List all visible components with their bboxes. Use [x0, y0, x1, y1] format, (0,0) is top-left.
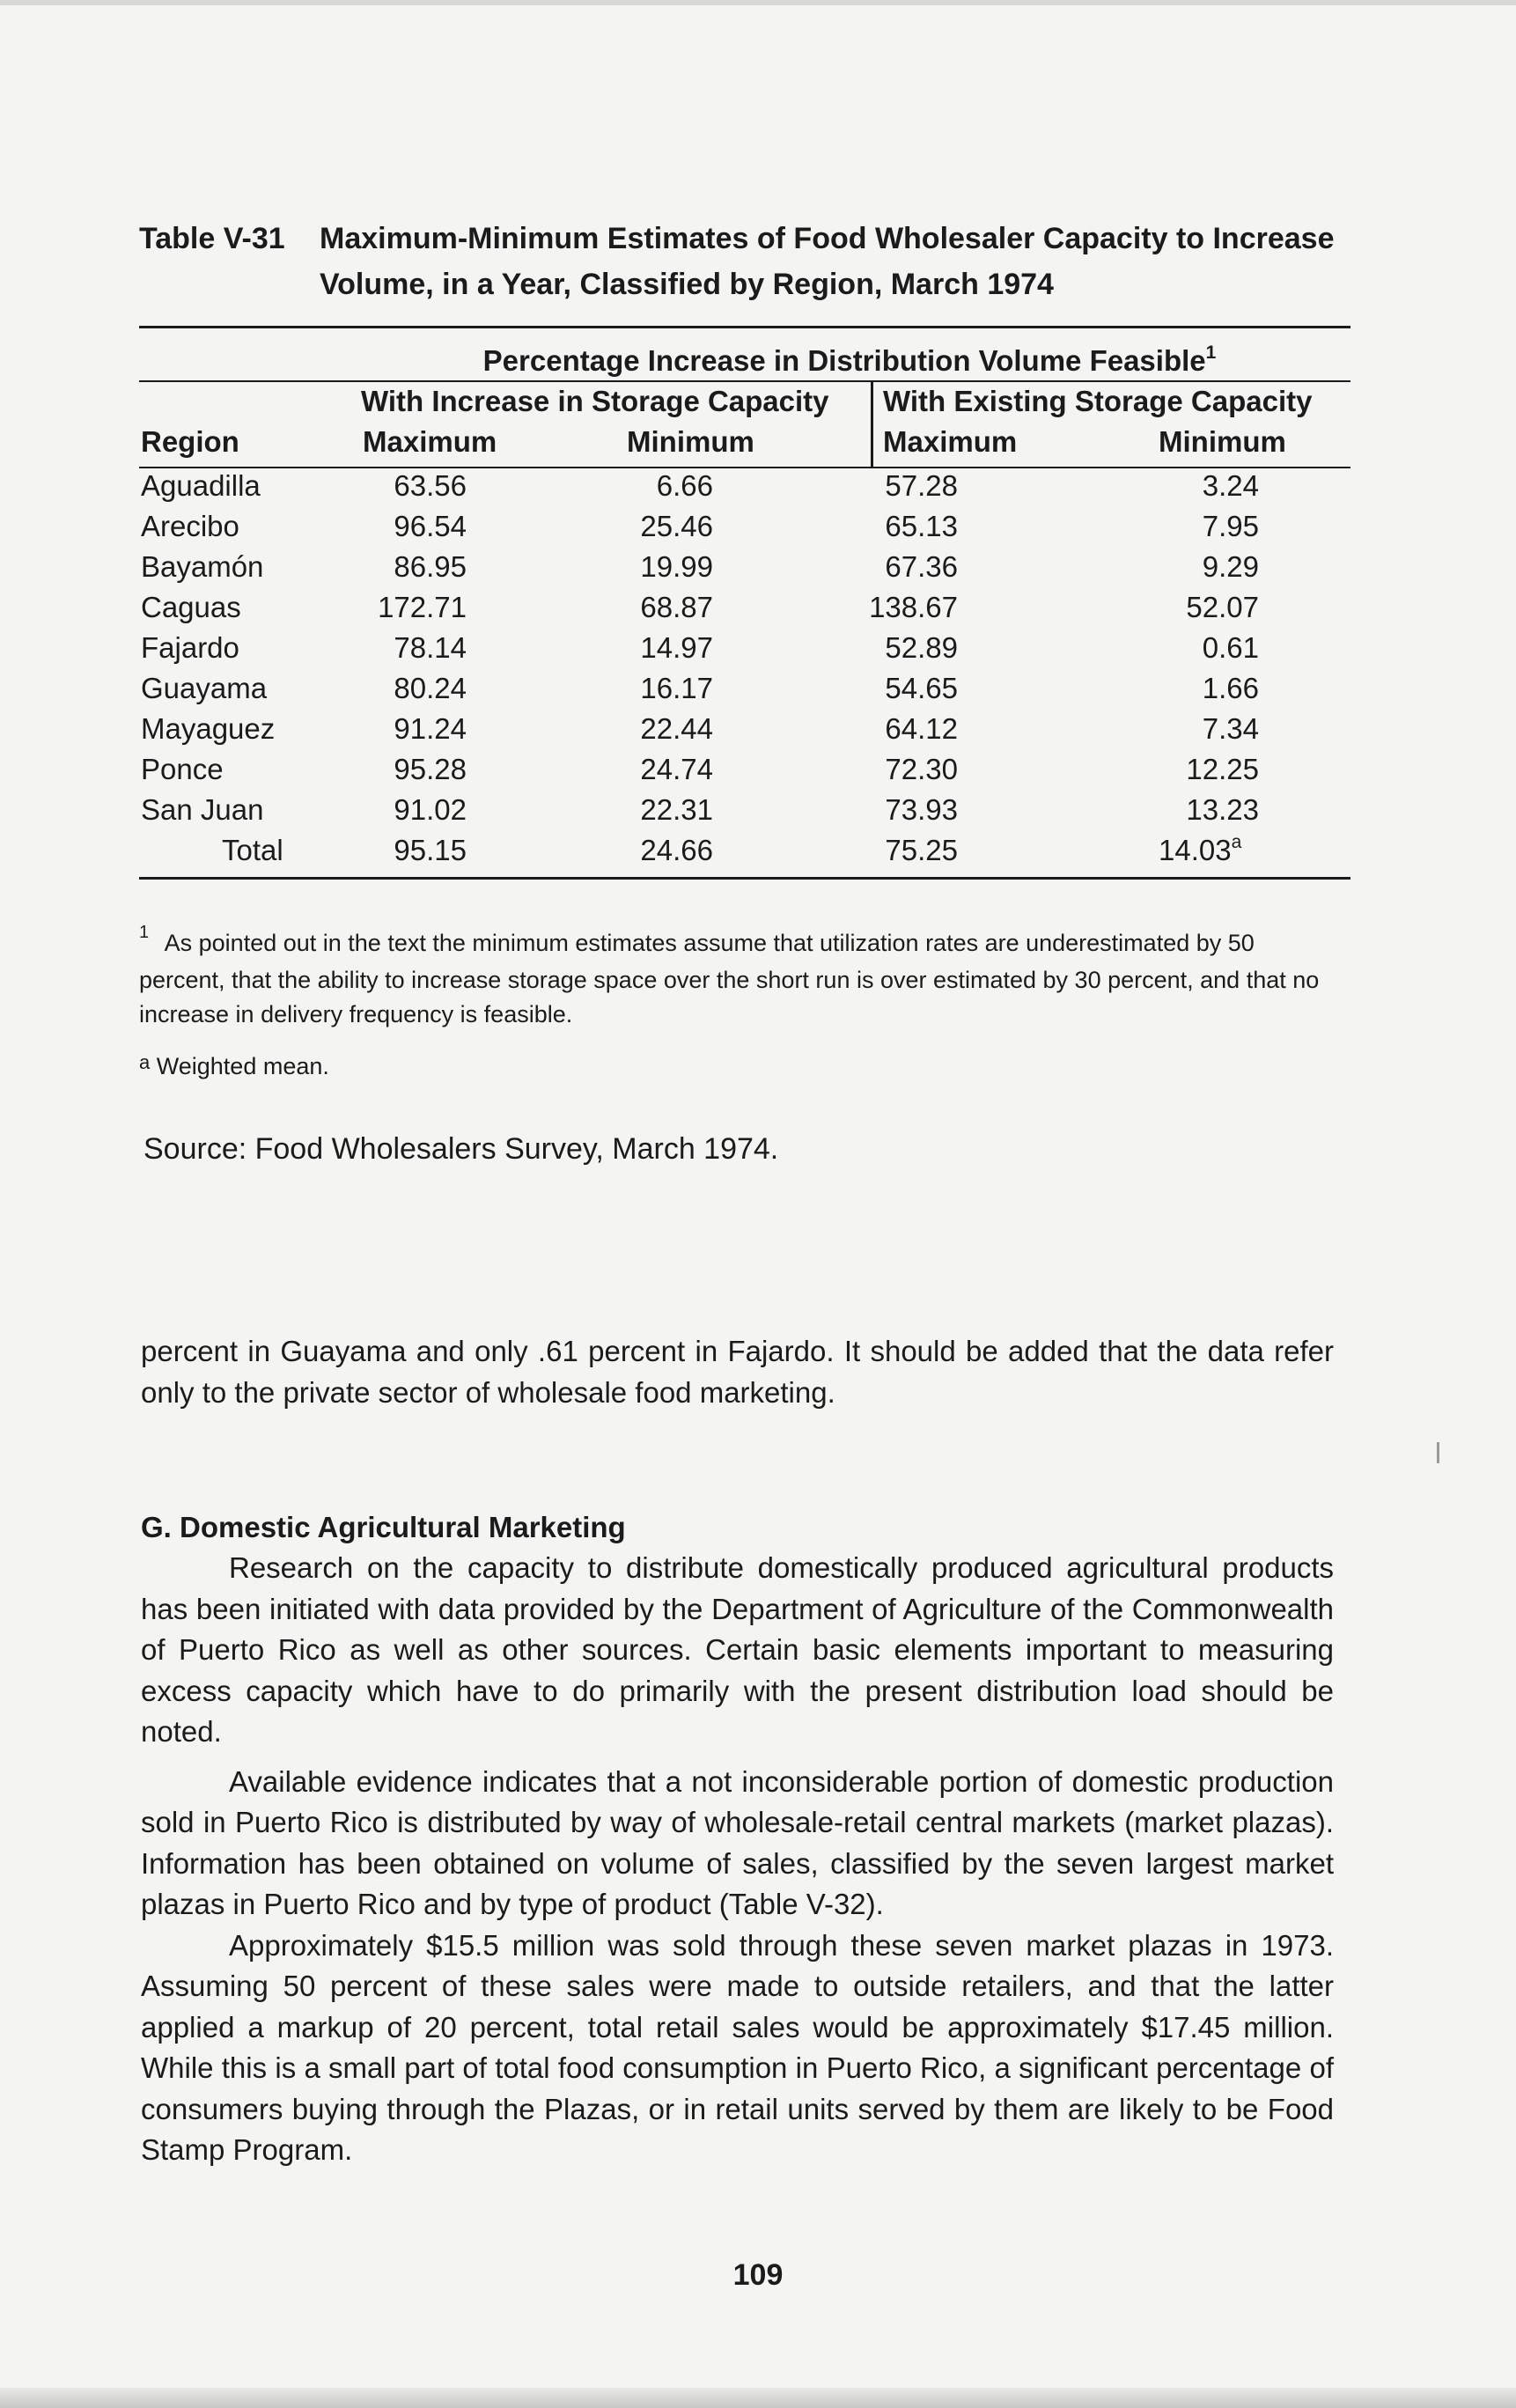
- existing-minimum-value: 14.03: [1159, 834, 1232, 866]
- continuation-text: percent in Guayama and only .61 percent in Fajardo. It should be added that the data refer only to the private sector of wholesale food marketing.: [141, 1335, 1334, 1409]
- increase-maximum-cell: 78.14: [394, 631, 467, 664]
- existing-maximum-cell: 72.30: [885, 753, 958, 785]
- group-divider: [871, 382, 873, 467]
- table-row: [0, 669, 1516, 710]
- increase-maximum-cell: 63.56: [394, 469, 467, 502]
- table-top-rule: [139, 326, 1350, 328]
- group-header-existing-storage: With Existing Storage Capacity: [883, 385, 1313, 417]
- existing-minimum-cell: [1118, 629, 1259, 672]
- increase-maximum-cell: 86.95: [394, 550, 467, 583]
- table-title: Maximum-Minimum Estimates of Food Wholesaler Capacity to Increase Volume, in a Year, Classified by Region, March 1974: [320, 222, 1335, 301]
- table-row: [0, 629, 1516, 669]
- paragraph-3: Approximately $15.5 million was sold through these seven market plazas in 1973. Assuming 50 percent of these sales were made to outside retailers, and that the latter applied a markup of 20 percent, total retail sales would be approximately $17.45 million. While this is a small part of total food consumption in Puerto Rico, a significant percentage of consumers buying through the Plazas, or in retail units served by them are likely to be Food Stamp Program.: [141, 1928, 1334, 2166]
- section-body: [141, 1548, 1334, 2171]
- existing-maximum-cell: 57.28: [885, 469, 958, 502]
- group-header-increase-storage: With Increase in Storage Capacity: [361, 385, 829, 417]
- footnote-a-marker: a: [139, 1051, 151, 1073]
- column-header-region: Region: [141, 425, 239, 458]
- existing-minimum-cell: [1118, 750, 1259, 793]
- existing-maximum-cell: 73.93: [885, 793, 958, 826]
- footnote-1-text: As pointed out in the text the minimum estimates assume that utilization rates are underestimated by 50 percent, that the ability to increase storage space over the short run is over estimated by 30 percent, and that no increase in delivery frequency is feasible.: [139, 930, 1320, 1027]
- existing-minimum-value: 3.24: [1202, 469, 1259, 502]
- table-footnote-a: [139, 1049, 1345, 1085]
- region-cell: Guayama: [141, 672, 268, 704]
- spanner-footnote-marker: 1: [1205, 342, 1217, 363]
- section-heading: G. Domestic Agricultural Marketing: [141, 1511, 626, 1543]
- table-row-total: [0, 831, 1516, 872]
- increase-minimum-cell: 22.31: [640, 793, 713, 826]
- spanner-header: [352, 342, 1347, 385]
- paragraph-2: Available evidence indicates that a not inconsiderable portion of domestic production sold in Puerto Rico is distributed by way of wholesale-retail central markets (market plazas). Information has been obtained on volume of sales, classified by the seven largest market plazas in Puerto Rico and by type of product (Table V-32).: [141, 1764, 1334, 1920]
- table-label: Table V-31: [139, 222, 285, 255]
- table-row: [0, 588, 1516, 629]
- region-cell: San Juan: [141, 793, 264, 826]
- existing-minimum-cell: [1118, 588, 1259, 631]
- table-row: [0, 548, 1516, 588]
- increase-minimum-cell: 6.66: [656, 469, 713, 502]
- existing-maximum-cell: 138.67: [869, 591, 958, 623]
- table-row: [0, 507, 1516, 548]
- existing-maximum-cell: 65.13: [885, 510, 958, 542]
- footnote-1-marker: 1: [139, 923, 150, 942]
- region-cell: Total: [222, 834, 283, 866]
- increase-minimum-cell: 24.74: [640, 753, 713, 785]
- region-cell: Arecibo: [141, 510, 239, 542]
- scan-margin-mark: [1437, 1442, 1439, 1463]
- increase-minimum-cell: 14.97: [640, 631, 713, 664]
- table-bottom-rule: [139, 877, 1350, 880]
- increase-minimum-cell: 68.87: [640, 591, 713, 623]
- increase-maximum-cell: 96.54: [394, 510, 467, 542]
- increase-maximum-cell: 91.02: [394, 793, 467, 826]
- increase-minimum-cell: 25.46: [640, 510, 713, 542]
- existing-minimum-cell: [1118, 548, 1259, 591]
- table-row: [0, 750, 1516, 791]
- table-row: [0, 710, 1516, 750]
- region-cell: Fajardo: [141, 631, 239, 664]
- existing-minimum-value: 9.29: [1202, 550, 1259, 583]
- spanner-header-text: Percentage Increase in Distribution Volume Feasible: [482, 344, 1206, 377]
- existing-minimum-value: 7.34: [1202, 712, 1259, 745]
- existing-minimum-value: 52.07: [1186, 591, 1259, 623]
- table-row: [0, 467, 1516, 507]
- column-header-existing-minimum: Minimum: [1159, 425, 1286, 458]
- increase-maximum-cell: 80.24: [394, 672, 467, 704]
- increase-minimum-cell: 19.99: [640, 550, 713, 583]
- increase-maximum-cell: 172.71: [378, 591, 467, 623]
- existing-minimum-value: 7.95: [1202, 510, 1259, 542]
- increase-minimum-cell: 24.66: [640, 834, 713, 866]
- column-header-increase-maximum: Maximum: [363, 425, 497, 458]
- existing-minimum-cell: [1118, 831, 1273, 874]
- existing-minimum-value: 0.61: [1202, 631, 1259, 664]
- scan-edge-bottom: [0, 2388, 1516, 2408]
- region-cell: Mayaguez: [141, 712, 276, 745]
- footnote-a-text: Weighted mean.: [156, 1053, 329, 1079]
- existing-minimum-cell: [1118, 507, 1259, 550]
- region-cell: Ponce: [141, 753, 224, 785]
- existing-minimum-value: 1.66: [1202, 672, 1259, 704]
- existing-maximum-cell: 75.25: [885, 834, 958, 866]
- increase-maximum-cell: 91.24: [394, 712, 467, 745]
- existing-minimum-value: 12.25: [1186, 753, 1259, 785]
- column-header-increase-minimum: Minimum: [627, 425, 754, 458]
- increase-maximum-cell: 95.15: [394, 834, 467, 866]
- increase-maximum-cell: 95.28: [394, 753, 467, 785]
- table-source: Source: Food Wholesalers Survey, March 1974.: [144, 1132, 779, 1166]
- table-footnote-1: [139, 923, 1345, 1032]
- region-cell: Aguadilla: [141, 469, 261, 502]
- existing-maximum-cell: 64.12: [885, 712, 958, 745]
- region-cell: Caguas: [141, 591, 241, 623]
- table-row: [0, 791, 1516, 831]
- increase-minimum-cell: 22.44: [640, 712, 713, 745]
- page-number: 109: [732, 2258, 784, 2292]
- existing-maximum-cell: 54.65: [885, 672, 958, 704]
- existing-maximum-cell: 52.89: [885, 631, 958, 664]
- existing-minimum-cell: [1118, 791, 1259, 834]
- continuation-paragraph: [141, 1331, 1334, 1413]
- existing-minimum-cell: [1118, 710, 1259, 753]
- region-cell: Bayamón: [141, 550, 264, 583]
- existing-minimum-cell: [1118, 467, 1259, 510]
- column-header-existing-maximum: Maximum: [883, 425, 1018, 458]
- existing-minimum-note: a: [1231, 832, 1242, 852]
- existing-minimum-value: 13.23: [1186, 793, 1259, 826]
- scan-edge-top: [0, 0, 1516, 5]
- existing-minimum-cell: [1118, 669, 1259, 712]
- existing-maximum-cell: 67.36: [885, 550, 958, 583]
- paragraph-1: Research on the capacity to distribute domestically produced agricultural products has been initiated with data provided by the Department of Agriculture of the Commonwealth of Puerto Rico as well as other sources. Certain basic elements important to measuring excess capacity which have to do primarily with the present distribution load should be noted.: [141, 1551, 1334, 1748]
- increase-minimum-cell: 16.17: [640, 672, 713, 704]
